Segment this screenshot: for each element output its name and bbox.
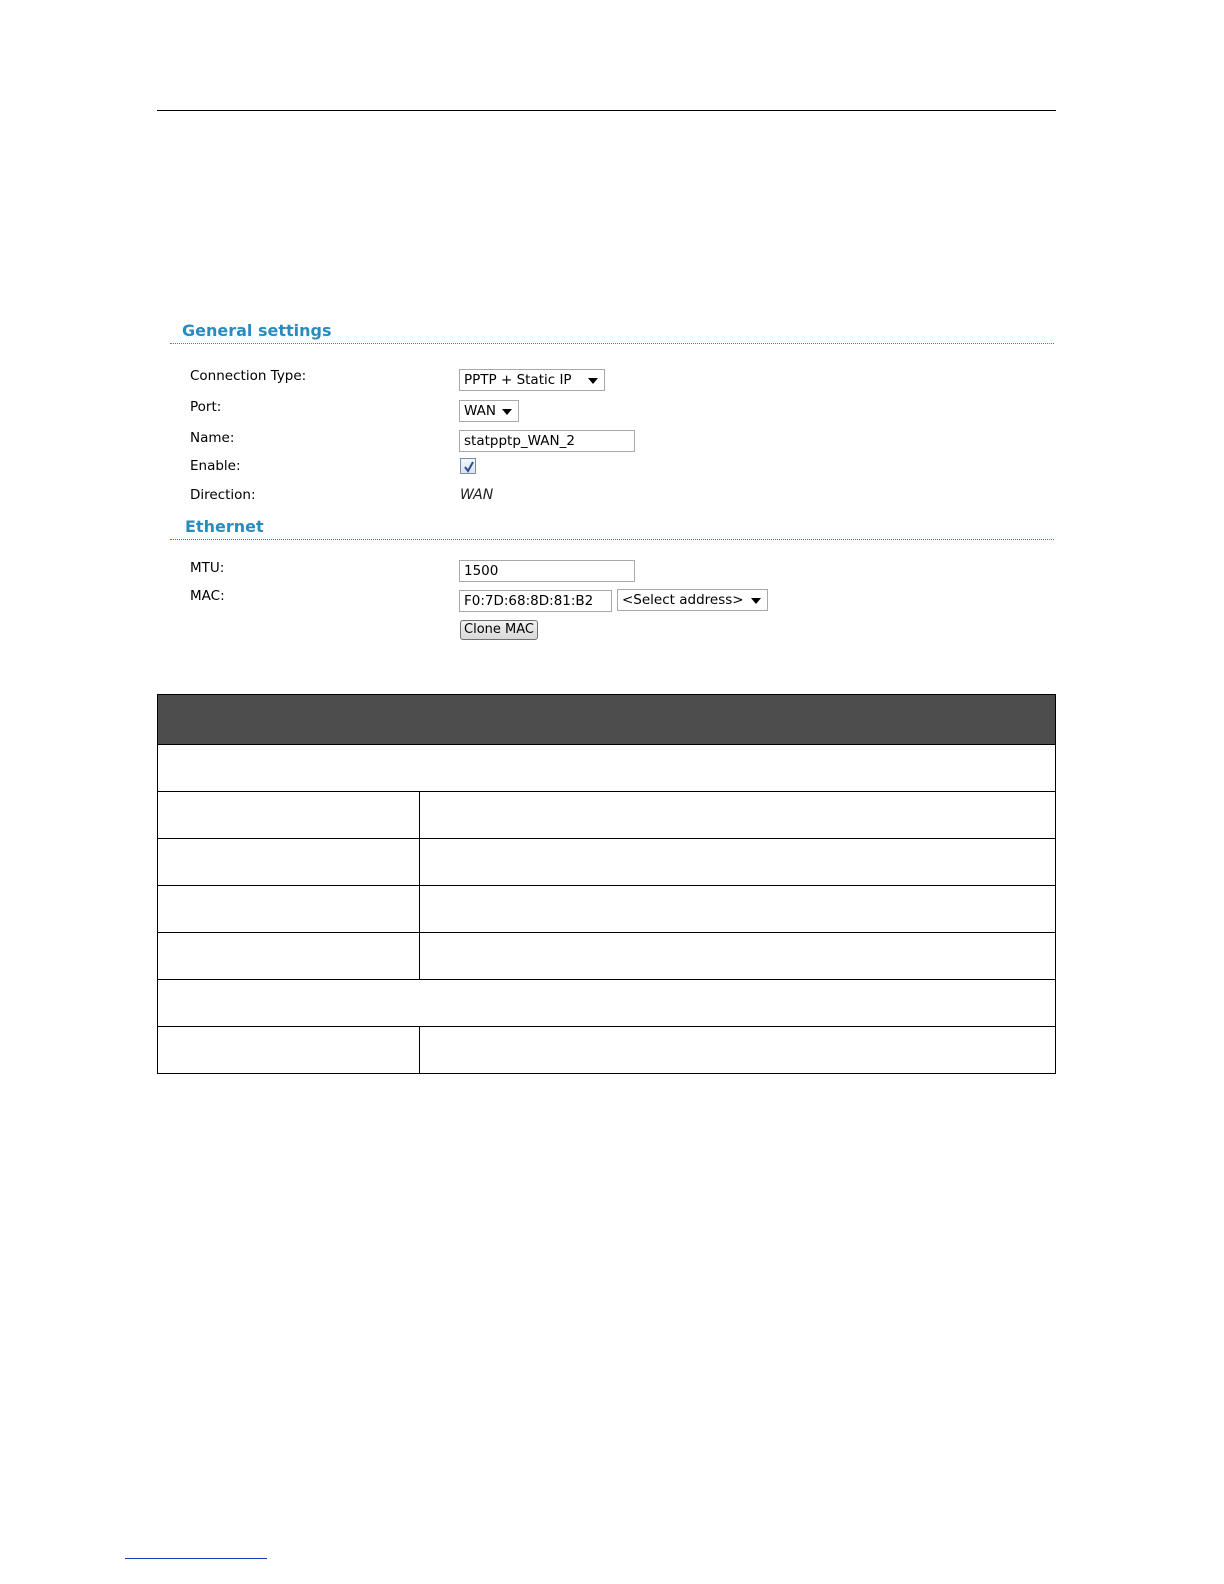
enable-checkbox[interactable]	[460, 458, 476, 474]
table-cell	[158, 933, 420, 980]
mac-address-select[interactable]	[617, 589, 768, 611]
chevron-down-icon	[502, 409, 512, 415]
mac-input[interactable]: F0:7D:68:8D:81:B2	[459, 590, 612, 612]
table-cell	[420, 1027, 1056, 1074]
table-cell	[158, 792, 420, 839]
name-label: Name:	[190, 430, 235, 446]
table-cell	[420, 839, 1056, 886]
parameters-table	[157, 694, 1056, 1074]
connection-type-select[interactable]	[459, 369, 605, 391]
page-header-rule	[157, 110, 1056, 111]
mac-label: MAC:	[190, 588, 225, 604]
section-divider	[170, 539, 1054, 540]
enable-label: Enable:	[190, 458, 241, 474]
table-cell	[420, 933, 1056, 980]
table-cell	[158, 839, 420, 886]
chevron-down-icon	[751, 598, 761, 604]
chevron-down-icon	[588, 378, 598, 384]
table-cell	[158, 886, 420, 933]
mtu-input[interactable]: 1500	[459, 560, 635, 582]
section-divider	[170, 343, 1054, 344]
table-cell	[420, 792, 1056, 839]
general-settings-title: General settings	[182, 321, 332, 340]
direction-label: Direction:	[190, 487, 256, 503]
mtu-label: MTU:	[190, 560, 225, 576]
connection-type-value: PPTP + Static IP	[464, 372, 572, 388]
direction-value: WAN	[460, 487, 494, 503]
port-select[interactable]	[459, 400, 519, 422]
mac-address-select-value: <Select address>	[622, 592, 744, 608]
port-value: WAN	[464, 403, 496, 419]
checkmark-icon	[462, 460, 476, 474]
connection-type-label: Connection Type:	[190, 368, 307, 384]
footer-link-underline	[125, 1558, 267, 1559]
table-header-row	[158, 695, 1056, 745]
table-section-row	[158, 980, 1056, 1027]
ethernet-title: Ethernet	[185, 517, 264, 536]
clone-mac-button[interactable]: Clone MAC	[460, 620, 538, 640]
port-label: Port:	[190, 399, 222, 415]
table-cell	[158, 1027, 420, 1074]
table-cell	[420, 886, 1056, 933]
table-section-row	[158, 745, 1056, 792]
name-input[interactable]: statpptp_WAN_2	[459, 430, 635, 452]
